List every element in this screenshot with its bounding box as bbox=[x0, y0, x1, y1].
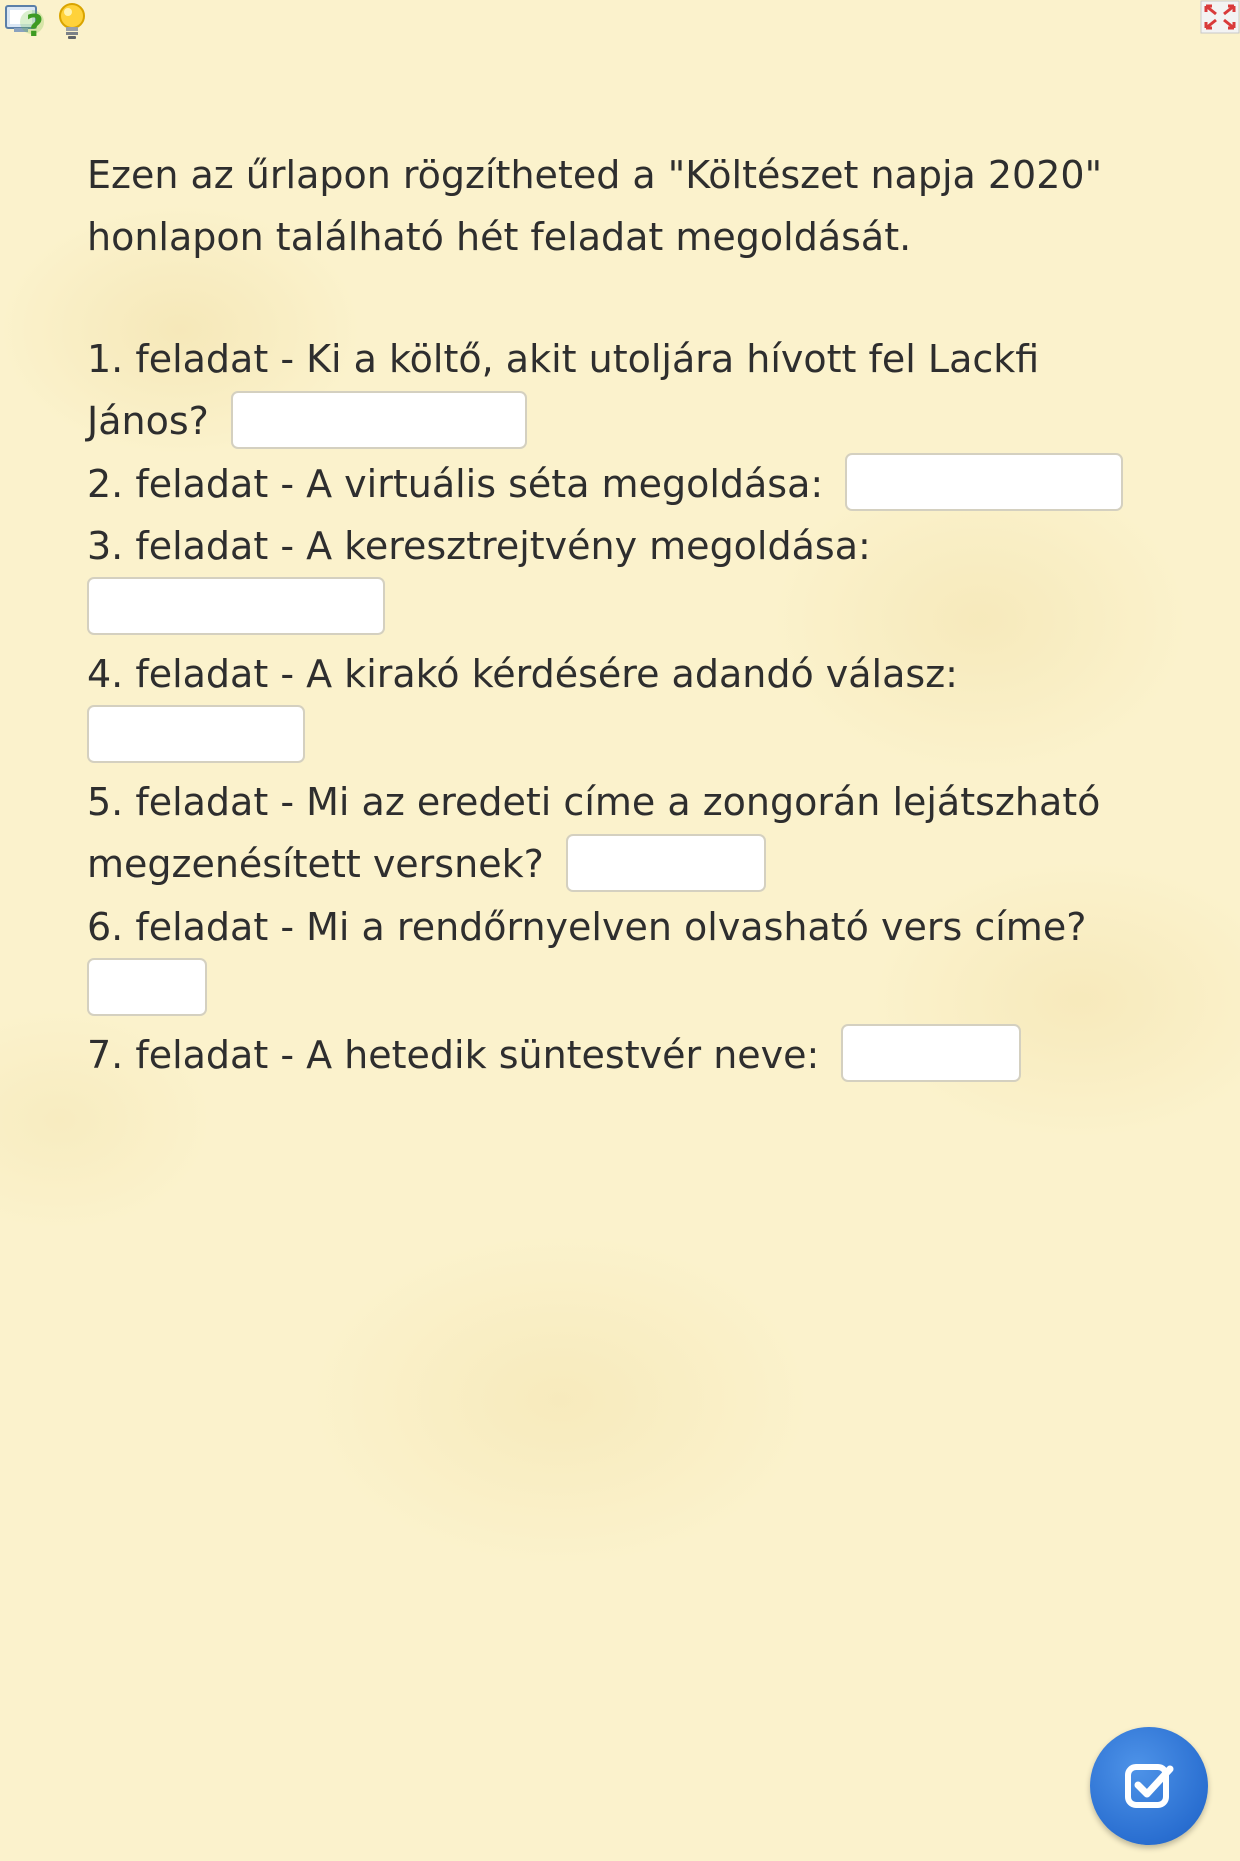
task-1-label: 1. feladat - Ki a költő, akit utoljára hívott fel Lackfi János? bbox=[87, 337, 1040, 443]
top-toolbar bbox=[4, 0, 96, 44]
task-7-answer-input[interactable] bbox=[841, 1024, 1021, 1082]
task-6-label: 6. feladat - Mi a rendőrnyelven olvasható vers címe? bbox=[87, 904, 1087, 949]
task-5 bbox=[87, 771, 1127, 896]
lightbulb-icon[interactable] bbox=[52, 0, 96, 44]
help-icon[interactable] bbox=[4, 0, 48, 44]
fullscreen-icon[interactable] bbox=[1200, 0, 1240, 34]
task-4-label: 4. feladat - A kirakó kérdésére adandó válasz: bbox=[87, 652, 958, 696]
task-5-label: 5. feladat - Mi az eredeti címe a zongorán lejátszható megzenésített versnek? bbox=[87, 780, 1101, 886]
task-4-answer-input[interactable] bbox=[87, 705, 305, 763]
submit-button[interactable] bbox=[1090, 1727, 1208, 1845]
intro-text: Ezen az űrlapon rögzítheted a "Költészet napja 2020" honlapon található hét feladat megoldását. bbox=[87, 153, 1103, 259]
task-1 bbox=[87, 328, 1127, 453]
task-5-answer-input[interactable] bbox=[566, 834, 766, 892]
task-6 bbox=[87, 896, 1127, 1016]
task-2-answer-input[interactable] bbox=[845, 453, 1123, 511]
task-2 bbox=[87, 453, 1127, 516]
task-4 bbox=[87, 643, 1127, 763]
task-2-label: 2. feladat - A virtuális séta megoldása: bbox=[87, 461, 824, 506]
task-3-label: 3. feladat - A keresztrejtvény megoldása: bbox=[87, 524, 871, 568]
task-6-answer-input[interactable] bbox=[87, 958, 207, 1016]
task-7 bbox=[87, 1024, 1127, 1087]
task-3-answer-input[interactable] bbox=[87, 577, 385, 635]
svg-text:?: ? bbox=[26, 9, 44, 44]
check-icon bbox=[1120, 1757, 1178, 1815]
task-3 bbox=[87, 515, 1127, 635]
task-1-answer-input[interactable] bbox=[231, 391, 527, 449]
quiz-form bbox=[87, 144, 1127, 1086]
task-7-label: 7. feladat - A hetedik süntestvér neve: bbox=[87, 1032, 820, 1077]
